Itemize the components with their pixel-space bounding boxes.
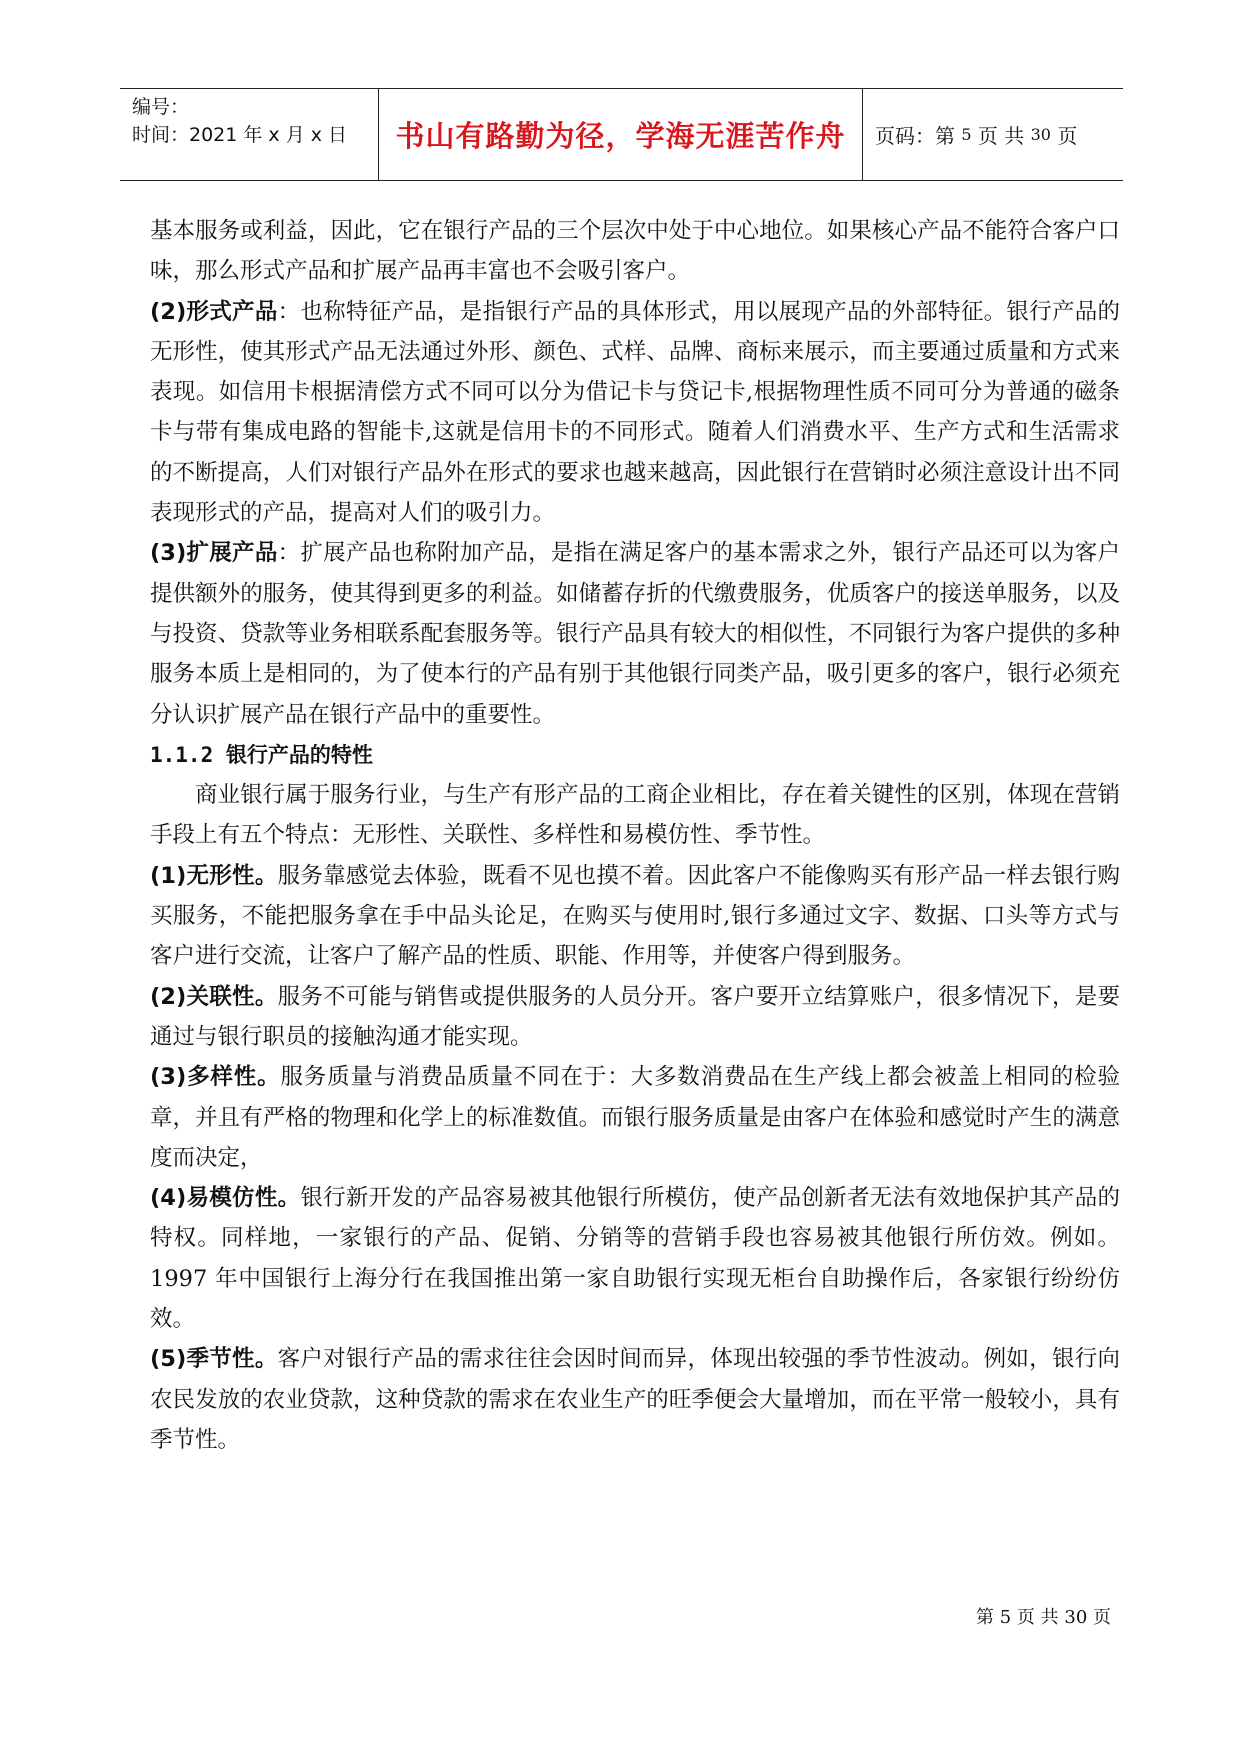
paragraph-text: 服务靠感觉去体验，既看不见也摸不着。因此客户不能像购买有形产品一样去银行购买服务，不能把服务拿在手中品头论足，在购买与使用时,银行多通过文字、数据、口头等方式与客户进行交流，让客户了解产品的性质、职能、作用等，并使客户得到服务。 — [150, 862, 1120, 970]
paragraph-lead: (2)形式产品 — [150, 298, 278, 325]
paragraph-lead: (3)多样性。 — [150, 1064, 281, 1091]
paragraph-text: ：也称特征产品，是指银行产品的具体形式，用以展现产品的外部特征。银行产品的无形性，使其形式产品无法通过外形、颜色、式样、品牌、商标来展示，而主要通过质量和方式来表现。如信用卡根据清偿方式不同可以分为借记卡与贷记卡,根据物理性质不同可分为普通的磁条卡与带有集成电路的智能卡,这就是信用卡的不同形式。随着人们消费水平、生产方式和生活需求的不断提高，人们对银行产品外在形式的要求也越来越高，因此银行在营销时必须注意设计出不同表现形式的产品，提高对人们的吸引力。 — [150, 298, 1120, 527]
paragraph-text: 客户对银行产品的需求往往会因时间而异，体现出较强的季节性波动。例如，银行向农民发放的农业贷款，这种贷款的需求在农业生产的旺季便会大量增加，而在平常一般较小，具有季节性。 — [150, 1346, 1120, 1453]
document-number-label: 编号： — [132, 96, 190, 118]
paragraph-lead: (3)扩展产品 — [150, 540, 278, 567]
paragraph-lead: (1)无形性。 — [150, 862, 278, 889]
document-body — [150, 211, 1120, 1460]
document-time-label: 时间：2021 年 x 月 x 日 — [132, 124, 348, 146]
paragraph-text: 服务不可能与销售或提供服务的人员分开。客户要开立结算账户，很多情况下，是要通过与银行职员的接触沟通才能实现。 — [150, 983, 1120, 1050]
paragraph-text: 银行新开发的产品容易被其他银行所模仿，使产品创新者无法有效地保护其产品的特权。同样地，一家银行的产品、促销、分销等的营销手段也容易被其他银行所仿效。例如。1997 年中国银行上海分行在我国推出第一家自助银行实现无柜台自助操作后，各家银行纷纷仿效。 — [150, 1185, 1120, 1333]
paragraph: 商业银行属于服务行业，与生产有形产品的工商企业相比，存在着关键性的区别，体现在营销手段上有五个特点：无形性、关联性、多样性和易模仿性、季节性。 — [150, 782, 1120, 849]
paragraph-intangibility — [150, 856, 1120, 977]
page-total: 30 — [1030, 125, 1051, 144]
paragraph-imitability — [150, 1178, 1120, 1339]
page-label-suffix: 页 — [1057, 124, 1078, 148]
paragraph-text: 服务质量与消费品质量不同在于：大多数消费品在生产线上都会被盖上相同的检验章，并且有严格的物理和化学上的标准数值。而银行服务质量是由客户在体验和感觉时产生的满意度而决定， — [150, 1064, 1120, 1171]
header-page-info — [863, 89, 1123, 180]
page-footer: 第 5 页 共 30 页 — [976, 1607, 1111, 1628]
page-label-mid: 页 共 — [977, 124, 1025, 148]
header-motto: 书山有路勤为径，学海无涯苦作舟 — [378, 89, 863, 180]
page-current: 5 — [961, 125, 972, 144]
paragraph-text: ：扩展产品也称附加产品，是指在满足客户的基本需求之外，银行产品还可以为客户提供额外的服务，使其得到更多的利益。如储蓄存折的代缴费服务，优质客户的接送单服务，以及与投资、贷款等业务相联系配套服务等。银行产品具有较大的相似性，不同银行为客户提供的多种服务本质上是相同的，为了使本行的产品有别于其他银行同类产品，吸引更多的客户，银行必须充分认识扩展产品在银行产品中的重要性。 — [150, 540, 1120, 728]
page-header — [120, 88, 1123, 181]
paragraph-lead: (5)季节性。 — [150, 1346, 278, 1373]
paragraph-lead: (4)易模仿性。 — [150, 1185, 301, 1212]
paragraph-seasonality — [150, 1339, 1120, 1460]
paragraph-form-product — [150, 292, 1120, 534]
paragraph-relevance — [150, 977, 1120, 1058]
paragraph-lead: (2)关联性。 — [150, 983, 278, 1010]
paragraph-diversity — [150, 1057, 1120, 1178]
page-label-prefix: 页码：第 — [875, 124, 955, 148]
section-heading: 1.1.2 银行产品的特性 — [150, 742, 373, 767]
paragraph: 基本服务或利益，因此，它在银行产品的三个层次中处于中心地位。如果核心产品不能符合客户口味，那么形式产品和扩展产品再丰富也不会吸引客户。 — [150, 218, 1120, 285]
paragraph-extended-product — [150, 533, 1120, 734]
header-meta — [120, 89, 378, 180]
